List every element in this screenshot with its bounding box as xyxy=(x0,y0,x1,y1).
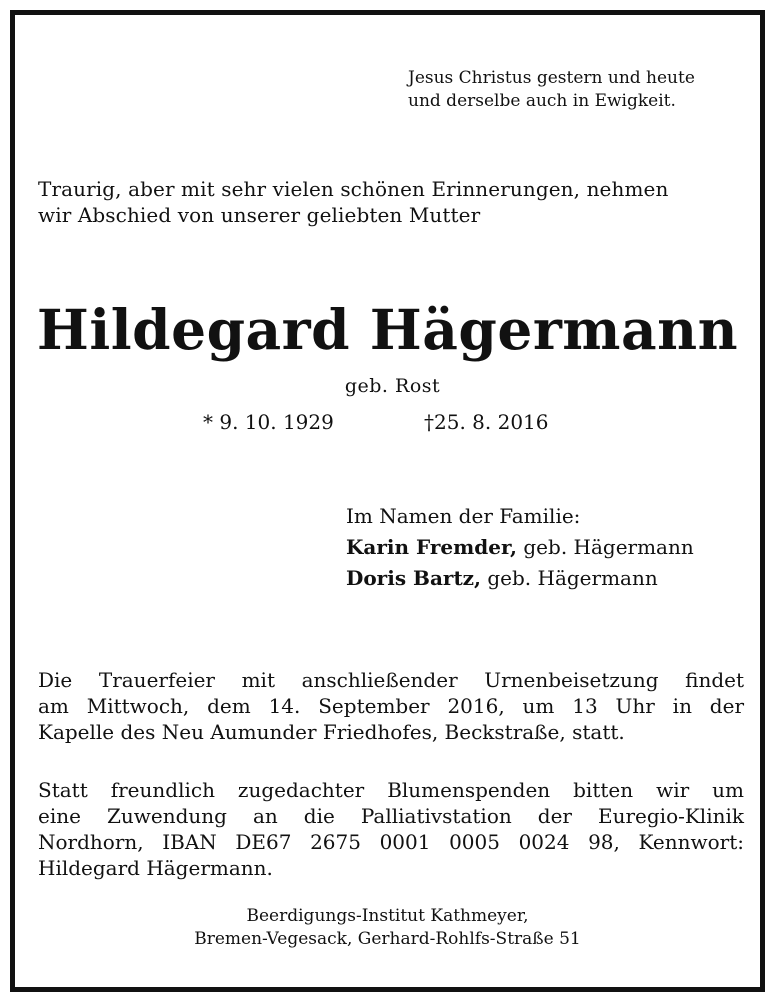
member-detail: geb. Hägermann xyxy=(517,535,694,559)
intro-text xyxy=(38,176,668,228)
obituary-notice xyxy=(10,10,765,992)
member-name: Doris Bartz, xyxy=(346,566,481,590)
ceremony-line: Kapelle des Neu Aumunder Friedhofes, Beckstraße, statt. xyxy=(38,720,625,744)
ceremony-line: Die Trauerfeier mit anschließender Urnenbeisetzung findet xyxy=(38,668,744,692)
member-detail: geb. Hägermann xyxy=(481,566,658,590)
undertaker-info xyxy=(15,905,760,951)
donation-line: eine Zuwendung an die Palliativstation der Euregio-Klinik xyxy=(38,804,744,828)
donation-line: Hildegard Hägermann. xyxy=(38,856,273,880)
intro-line: Traurig, aber mit sehr vielen schönen Erinnerungen, nehmen xyxy=(38,177,669,201)
verse-line: Jesus Christus gestern und heute xyxy=(408,68,695,88)
family-signature xyxy=(346,501,694,594)
intro-line: wir Abschied von unserer geliebten Mutter xyxy=(38,203,481,227)
ceremony-line: am Mittwoch, dem 14. September 2016, um 13 Uhr in der xyxy=(38,694,744,718)
ceremony-paragraph xyxy=(38,667,744,745)
donation-paragraph xyxy=(38,777,744,881)
deceased-name: Hildegard Hägermann xyxy=(36,297,739,362)
member-name: Karin Fremder, xyxy=(346,535,518,559)
maiden-name: geb. Rost xyxy=(344,375,441,397)
bible-verse xyxy=(408,67,695,113)
donation-line: Statt freundlich zugedachter Blumenspenden bitten wir um xyxy=(38,778,744,802)
verse-line: und derselbe auch in Ewigkeit. xyxy=(408,91,676,111)
birth-date: * 9. 10. 1929 xyxy=(203,410,334,434)
death-date: †25. 8. 2016 xyxy=(424,410,549,434)
family-member xyxy=(346,563,694,594)
undertaker-line: Bremen-Vegesack, Gerhard-Rohlfs-Straße 51 xyxy=(194,929,581,949)
undertaker-line: Beerdigungs-Institut Kathmeyer, xyxy=(246,906,529,926)
family-member xyxy=(346,532,694,563)
donation-line: Nordhorn, IBAN DE67 2675 0001 0005 0024 98, Kennwort: xyxy=(38,830,744,854)
family-heading: Im Namen der Familie: xyxy=(346,504,581,528)
